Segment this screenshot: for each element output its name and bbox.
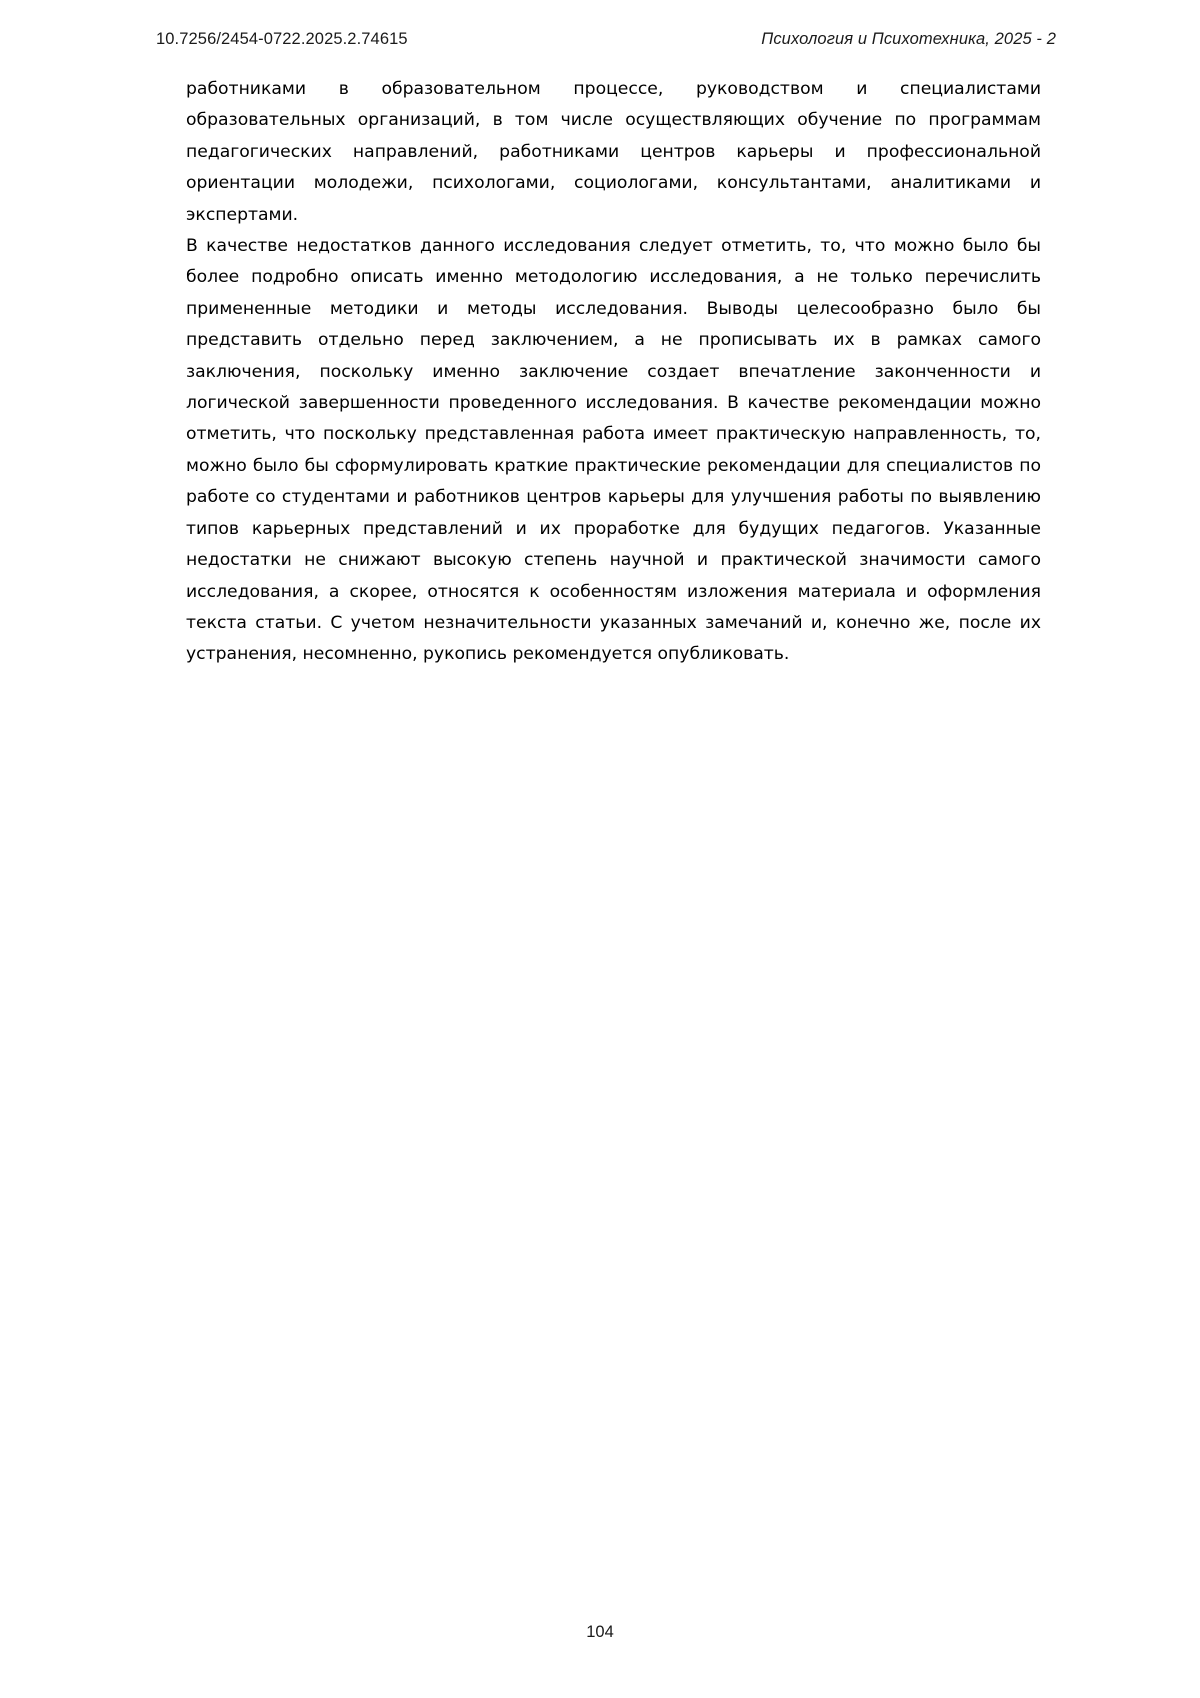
doi-text: 10.7256/2454-0722.2025.2.74615: [156, 30, 408, 48]
page-number: 104: [586, 1623, 614, 1641]
body-paragraph-1: работниками в образовательном процессе, руководством и специалистами образовательных организаций, в том числе осуществляющих обучение по программам педагогических направлений, работниками центров карьеры и профессиональной ориентации молодежи, психологами, социологами, консультантами, аналитиками и экспертами.: [186, 79, 1041, 225]
document-body: [186, 74, 1041, 671]
page-header: [156, 30, 1056, 49]
body-paragraph-2: В качестве недостатков данного исследования следует отметить, то, что можно было бы более подробно описать именно методологию исследования, а не только перечислить примененные методики и методы исследования. Выводы целесообразно было бы представить отдельно перед заключением, а не прописывать их в рамках самого заключения, поскольку именно заключение создает впечатление законченности и логической завершенности проведенного исследования. В качестве рекомендации можно отметить, что поскольку представленная работа имеет практическую направленность, то, можно было бы сформулировать краткие практические рекомендации для специалистов по работе со студентами и работников центров карьеры для улучшения работы по выявлению типов карьерных представлений и их проработке для будущих педагогов. Указанные недостатки не снижают высокую степень научной и практической значимости самого исследования, а скорее, относятся к особенностям изложения материала и оформления текста статьи. С учетом незначительности указанных замечаний и, конечно же, после их устранения, несомненно, рукопись рекомендуется опубликовать.: [186, 236, 1041, 665]
journal-issue-text: Психология и Психотехника, 2025 - 2: [761, 30, 1056, 48]
